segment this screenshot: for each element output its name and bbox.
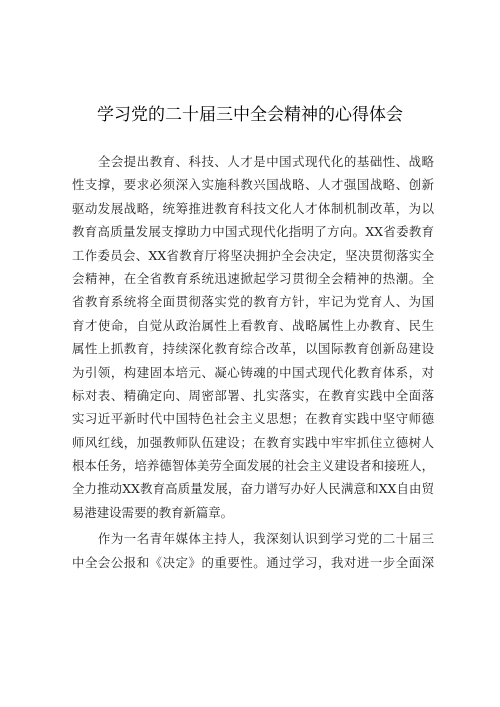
text-line: 中全会公报和《决定》的重要性。通过学习，我对进一步全面深	[72, 554, 434, 570]
text-line: 易港建设需要的教育新篇章。	[72, 504, 234, 520]
text-line: 属性上抓教育，持续深化教育综合改革，以国际教育创新岛建设	[72, 341, 434, 357]
text-line: 省教育系统将全面贯彻落实党的教育方针，牢记为党育人、为国	[72, 294, 434, 310]
document-body	[72, 150, 434, 574]
text-line: 育才使命，自觉从政治属性上看教育、战略属性上办教育、民生	[72, 317, 434, 333]
paragraph	[72, 150, 434, 524]
text-line: 根本任务，培养德智体美劳全面发展的社会主义建设者和接班人，	[72, 458, 434, 474]
text-line: 标对表、精确定向、周密部署、扎实落实，在教育实践中全面落	[72, 387, 434, 403]
text-line: 师风红线，加强教师队伍建设；在教育实践中牢牢抓住立德树人	[72, 434, 434, 450]
text-line: 性支撑，要求必须深入实施科教兴国战略、人才强国战略、创新	[72, 177, 434, 193]
text-line: 全力推动XX教育高质量发展，奋力谱写办好人民满意和XX自由贸	[72, 481, 434, 497]
text-line: 工作委员会、XX省教育厅将坚决拥护全会决定，坚决贯彻落实全	[72, 247, 434, 263]
text-line: 作为一名青年媒体主持人，我深刻认识到学习党的二十届三	[72, 531, 434, 547]
text-line: 会精神，在全省教育系统迅速掀起学习贯彻全会精神的热潮。全	[72, 270, 434, 286]
text-line: 为引领，构建固本培元、凝心铸魂的中国式现代化教育体系，对	[72, 364, 434, 380]
text-line: 驱动发展战略，统筹推进教育科技文化人才体制机制改革，为以	[72, 200, 434, 216]
text-line: 实习近平新时代中国特色社会主义思想；在教育实践中坚守师德	[72, 411, 434, 427]
document-title: 学习党的二十届三中全会精神的心得体会	[97, 105, 403, 125]
paragraph	[72, 527, 434, 574]
text-line: 全会提出教育、科技、人才是中国式现代化的基础性、战略	[72, 154, 434, 169]
text-line: 教育高质量发展支撑助力中国式现代化指明了方向。XX省委教育	[72, 224, 434, 240]
